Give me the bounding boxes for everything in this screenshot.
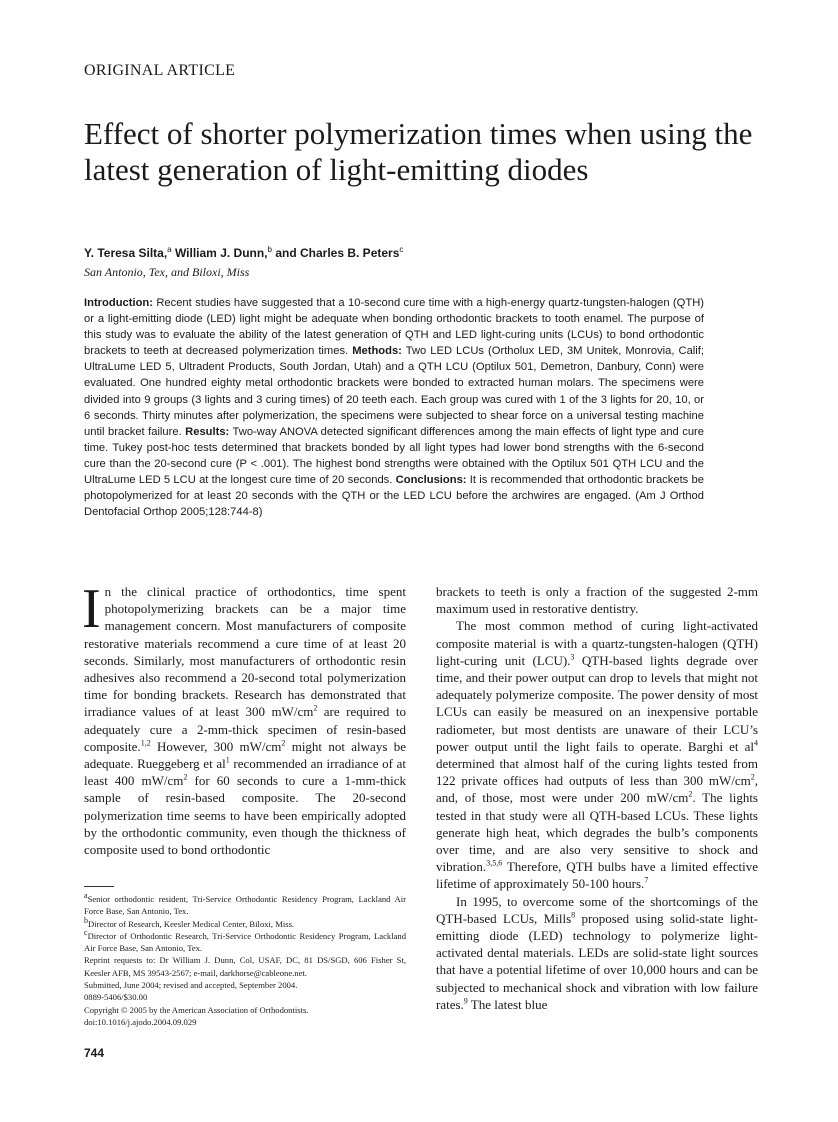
superscript: 2 [750,772,755,782]
body-text: brackets to teeth is only a fraction of the suggested 2-mm maximum used in restorative dentistry. [436,584,758,617]
footnote-text: Senior orthodontic resident, Tri-Service Orthodontic Residency Program, Lackland Air Force Base, San Antonio, Tex. [84,894,406,917]
copyright-line: Copyright © 2005 by the American Association of Orthodontists. [84,1004,309,1015]
doi-link[interactable]: doi:10.1016/j.ajodo.2004.09.029 [84,1016,197,1027]
abstract-results-label: Results: [185,425,230,438]
body-text: QTH-based lights degrade over time, and their power output can drop to levels that might not adequately polymerize composite. The power density of most LCUs can easily be measured on an inexpensive portable radiometer, but most dentists are unaware of their LCU’s power output until the light fails to operate. Barghi et al [436,652,759,754]
body-text: . The lights tested in that study were all QTH-based LCUs. These lights generate high heat, which degrades the bulb’s components over time, and are also very sensitive to shock and vibration. [436,790,758,875]
citation-ref[interactable]: 4 [754,738,758,748]
footnote-a [84,893,406,918]
submission-dates: Submitted, June 2004; revised and accepted, September 2004. [84,980,298,991]
abstract-intro-label: Introduction: [84,297,153,309]
drop-cap: I [82,578,101,640]
body-text: for 60 seconds to cure a 1-mm-thick sample of resin-based composite. The 20-second polymerization time seems to have been empirically adopted by the orthodontic community, even though the thickness of composite used to bond orthodontic [84,773,406,858]
body-text: recommended an irradiance of at least 400 mW/cm [84,756,407,789]
body-text: The latest blue [467,996,548,1012]
issn-price: 0889-5406/$30.00 [84,992,148,1003]
citation-ref[interactable]: 1,2 [140,738,151,748]
footnote-c [84,930,406,955]
body-text: might not always be adequate. Rueggeberg et al [84,738,406,772]
author-affil-mark: c [399,245,404,254]
body-column-right [436,583,758,1013]
footnote-mark: c [84,928,88,938]
footnote-mark: a [84,891,88,901]
abstract-methods-text: Two LED LCUs (Ortholux LED, 3M Unitek, Monrovia, Calif; UltraLume LED 5, Ultradent Products, South Jordan, Utah) and a QTH LCU (Optilux 501, Demetron, Danbury, Conn) were evaluated. One hundred eighty metal orthodontic brackets were bonded to extracted human molars. The specimens were divided into 9 groups (3 lights and 3 curing times) of 20 teeth each. Each group was cured with 1 of the 3 lights for 20, 10, or 6 seconds. Thirty minutes after polymerization, the specimens were subjected to shear force on a universal testing machine until bracket failure. [84,345,704,438]
superscript: 2 [183,772,188,782]
abstract-intro-text: Recent studies have suggested that a 10-second cure time with a high-energy quartz-tungsten-halogen (QTH) or a light-emitting diode (LED) light might be adequate when bonding orthodontic brackets to tooth enamel. The purpose of this study was to evaluate the ability of the latest generation of QTH and LED light-curing units (LCUs) to bond orthodontic brackets to teeth at decreased polymerization times. [84,297,704,358]
abstract-conclusions-label: Conclusions: [395,474,467,487]
body-text: n the clinical practice of orthodontics, time spent photopolymerizing brackets can be a major time management concern. Most manufacturers of composite restorative materials recommend a cure time of at least 20 seconds. Similarly, most manufacturers of orthodontic resin adhesives also recommend a 20-second total polymerization time for bonding brackets. Research has demonstrated that irradiance values of at least 300 mW/cm [84,584,406,720]
author-name: William J. Dunn, [174,246,268,260]
body-text: determined that almost half of the curing lights tested from 122 private offices had outputs of less than 300 mW/cm [436,756,758,789]
citation-ref[interactable]: 8 [571,910,576,920]
body-text: However, 300 mW/cm [150,738,282,754]
abstract-conclusions-text: It is recommended that orthodontic brackets be photopolymerized for at least 20 seconds with the QTH or the LED LCU before the archwires are engaged. (Am J Orthod Dentofacial Orthop 2005;128:744-8) [84,474,704,519]
author-location: San Antonio, Tex, and Biloxi, Miss [84,265,250,279]
body-text: The most common method of curing light-activated composite material is with a quartz-tungsten-halogen (QTH) light-curing unit (LCU). [436,618,758,668]
superscript: 2 [313,704,318,714]
footnotes [84,893,406,1028]
page-number: 744 [84,1046,105,1060]
citation-ref[interactable]: 1 [225,755,230,765]
body-text: , and, of those, most were under 200 mW/cm [436,773,758,806]
body-text: are required to adequately cure a 2-mm-thick specimen of resin-based composite. [84,704,406,754]
article-title: Effect of shorter polymerization times when using the latest generation of light-emitting diodes [84,116,753,187]
body-text: proposed using solid-state light-emitting diode (LED) technology to polymerize light-activated dental materials. LEDs are solid-state light sources that have a potential lifetime of over 10,000 hours and can be subjected to mechanical shock and vibration with low failure rates. [436,910,758,1012]
superscript: 2 [688,790,693,800]
author-name: Y. Teresa Silta, [84,246,168,260]
body-text: Therefore, QTH bulbs have a limited effective lifetime of approximately 50-100 hours. [436,859,758,892]
author-affil-mark: a [167,245,172,254]
author-affil-mark: b [267,245,272,254]
body-column-left [82,578,407,858]
citation-ref[interactable]: 9 [463,996,468,1006]
footnote-text: Director of Research, Keesler Medical Center, Biloxi, Miss. [88,918,295,929]
citation-ref[interactable]: 3 [570,652,575,662]
body-paragraph [436,893,758,1013]
footnote-divider [84,886,114,887]
footnote-text: Director of Orthodontic Research, Tri-Service Orthodontic Residency Program, Lackland Air Force Base, San Antonio, Tex. [84,930,406,954]
citation-ref[interactable]: 3,5,6 [486,858,503,868]
author-list [84,246,403,260]
footnote-b [84,915,406,930]
body-paragraph [436,617,758,892]
body-text: In 1995, to overcome some of the shortcomings of the QTH-based LCUs, Mills [436,893,758,926]
section-label: ORIGINAL ARTICLE [84,62,236,79]
superscript: 2 [281,738,286,748]
abstract-methods-label: Methods: [352,345,402,358]
footnote-mark: b [84,915,88,925]
body-paragraph [436,583,758,617]
body-paragraph [82,578,407,858]
abstract-results-text: Two-way ANOVA detected significant differences among the main effects of light type and cure time. Tukey post-hoc tests determined that brackets bonded by all light types had lower bond strengths with the 6-second cure than the 20-second cure (P < .001). The highest bond strengths were obtained with the Optilux 501 QTH LCU and the UltraLume LED 5 LCU at the longest cure time of 20 seconds. [84,425,704,487]
reprint-requests: Reprint requests to: Dr William J. Dunn, Col, USAF, DC, 81 DS/SGD, 606 Fisher St, Keesler AFB, MS 39543-2567; e-mail, darkhorse@cableone.net. [84,955,406,978]
author-name: and Charles B. Peters [275,246,400,260]
abstract [84,295,704,520]
citation-ref[interactable]: 7 [644,876,649,886]
